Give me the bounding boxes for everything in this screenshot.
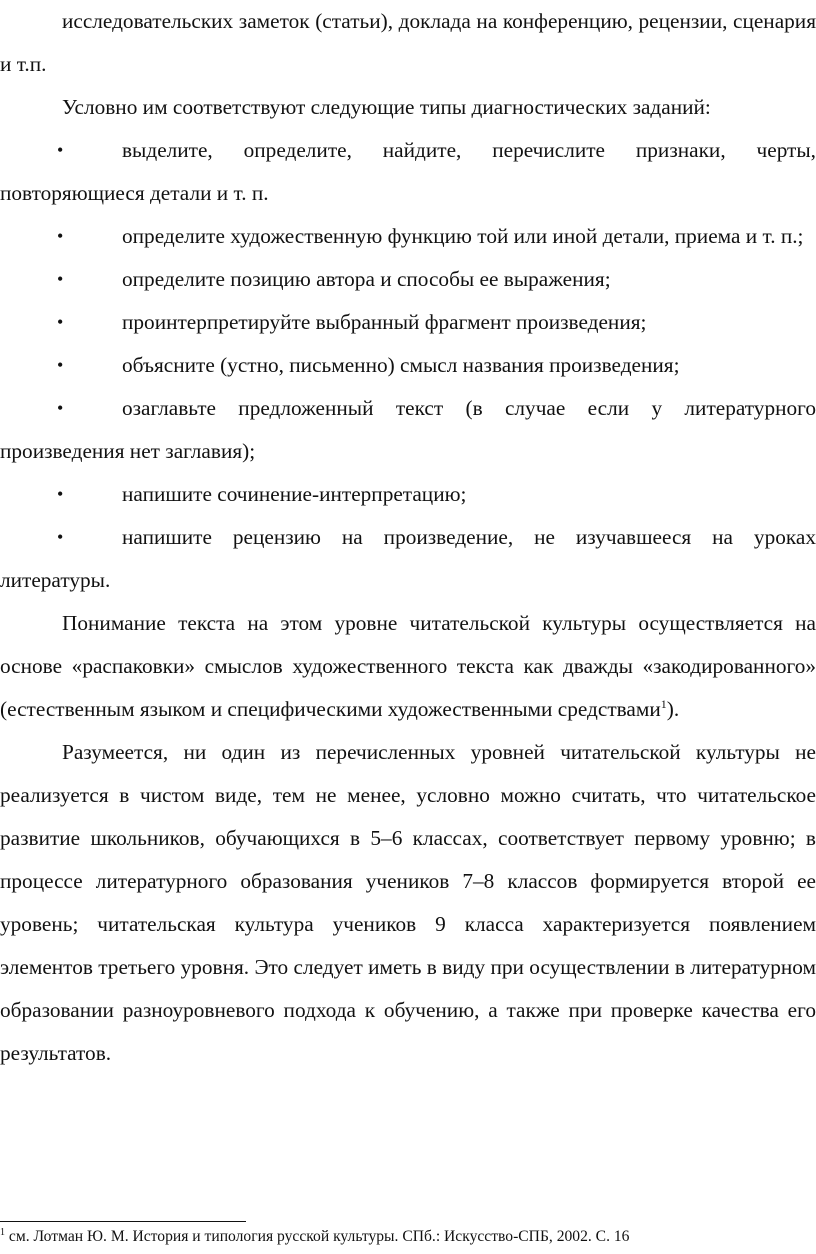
list-item — [0, 516, 816, 602]
list-item-text: определите художественную функцию той или иной детали, приема и т. п.; — [122, 224, 804, 248]
bullet-icon: • — [57, 226, 64, 246]
footnote-marker: 1 — [0, 1226, 5, 1238]
paragraph-understanding — [0, 602, 816, 731]
paragraph-text-end: ). — [666, 697, 680, 721]
list-item — [0, 473, 816, 516]
paragraph-task-intro: Условно им соответствуют следующие типы диагностических заданий: — [62, 95, 711, 119]
bullet-icon: • — [57, 484, 64, 504]
bullet-icon: • — [57, 269, 64, 289]
list-item — [0, 387, 816, 473]
paragraph-continuation: исследовательских заметок (статьи), доклада на конференцию, рецензии, сценария и т.п. — [0, 9, 816, 76]
list-item — [0, 258, 816, 301]
footnote-separator — [0, 1221, 246, 1222]
footnote-text: см. Лотман Ю. М. История и типология русской культуры. СПб.: Искусство-СПБ, 2002. С. 16 — [5, 1228, 630, 1245]
list-item — [0, 215, 816, 258]
list-item — [0, 129, 816, 215]
task-list — [0, 129, 816, 602]
bullet-icon: • — [57, 398, 64, 418]
bullet-icon: • — [57, 312, 64, 332]
footnote-reference[interactable]: 1 — [660, 696, 667, 711]
list-item-text: напишите сочинение-интерпретацию; — [122, 482, 467, 506]
list-item-text: определите позицию автора и способы ее выражения; — [122, 267, 611, 291]
list-item — [0, 344, 816, 387]
list-item-text: озаглавьте предложенный текст (в случае если у литературного произведения нет заглавия); — [0, 396, 816, 463]
list-item-text: выделите, определите, найдите, перечислите признаки, черты, повторяющиеся детали и т. п. — [0, 138, 816, 205]
footnote — [0, 1227, 816, 1247]
list-item — [0, 301, 816, 344]
bullet-icon: • — [57, 140, 64, 160]
bullet-icon: • — [57, 355, 64, 375]
list-item-text: объясните (устно, письменно) смысл названия произведения; — [122, 353, 680, 377]
bullet-icon: • — [57, 527, 64, 547]
paragraph-conclusion: Разумеется, ни один из перечисленных уровней читательской культуры не реализуется в чистом виде, тем не менее, условно можно считать, что читательское развитие школьников, обучающихся в 5–6 классах, соответствует первому уровню; в процессе литературного образования учеников 7–8 классов формируется второй ее уровень; читательская культура учеников 9 класса характеризуется появлением элементов третьего уровня. Это следует иметь в виду при осуществлении в литературном образовании разноуровневого подхода к обучению, а также при проверке качества его результатов. — [0, 740, 816, 1065]
paragraph-text: Понимание текста на этом уровне читательской культуры осуществляется на основе «распаковки» смыслов художественного текста как дважды «закодированного» (естественным языком и специфическими художественными средствами — [0, 611, 816, 721]
list-item-text: проинтерпретируйте выбранный фрагмент произведения; — [122, 310, 647, 334]
list-item-text: напишите рецензию на произведение, не изучавшееся на уроках литературы. — [0, 525, 816, 592]
